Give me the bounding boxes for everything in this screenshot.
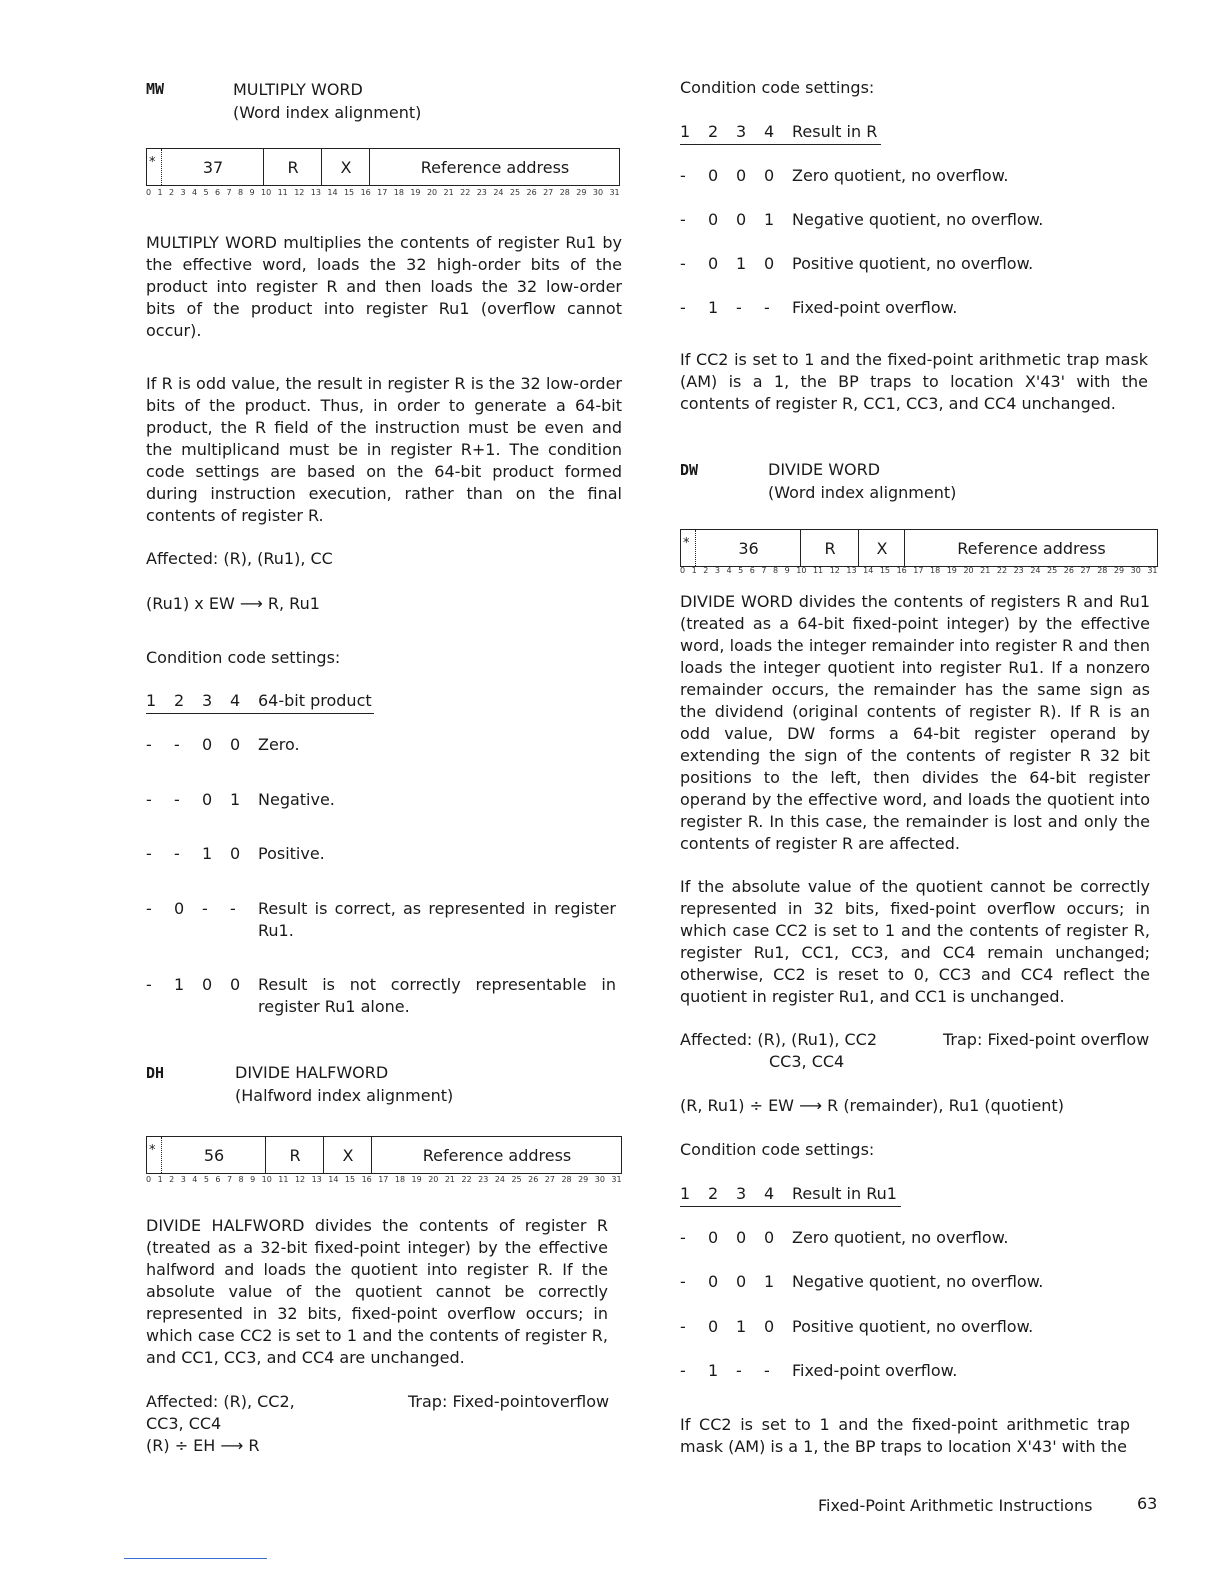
bit-number: 23 xyxy=(1013,566,1024,575)
bit-number: 0 xyxy=(146,1175,152,1184)
bit-number: 12 xyxy=(294,1175,306,1184)
bit-number: 16 xyxy=(896,566,907,575)
bit-number: 19 xyxy=(946,566,957,575)
dw-instruction-format: * 36 R X Reference address xyxy=(680,529,1158,567)
bit-number: 28 xyxy=(1097,566,1108,575)
bit-number: 21 xyxy=(444,1175,456,1184)
cc-row: - 0 - - Result is correct, as represented in register Ru1. xyxy=(146,899,616,940)
mw-title: MULTIPLY WORD xyxy=(233,80,363,99)
footer-title: Fixed-Point Arithmetic Instructions xyxy=(818,1496,1093,1515)
dh-description: DIVIDE HALFWORD divides the contents of register R (treated as a 32-bit fixed-point integer) by the effective halfword and loads the quotient into register R. If the absolute value of the quotient cannot be correctly represented in 32 bits, fixed-point overflow occurs; in which case CC2 is set to 1 and the contents of register R, and CC1, CC3, and CC4 are unchanged. xyxy=(146,1216,608,1367)
mw-trap-note: If CC2 is set to 1 and the fixed-point arithmetic trap mask (AM) is a 1, the BP traps to location X'43' with the contents of register R, CC1, CC3, and CC4 unchanged. xyxy=(680,350,1148,413)
bit-number: 1 xyxy=(157,1175,163,1184)
bit-number: 28 xyxy=(559,188,570,197)
bit-number: 29 xyxy=(1113,566,1125,575)
bit-number: 0 xyxy=(680,566,686,575)
bit-number: 2 xyxy=(169,188,175,197)
bit-number: 8 xyxy=(238,188,244,197)
mw-affected: Affected: (R), (Ru1), CC xyxy=(146,549,333,568)
reference-address-field: Reference address xyxy=(904,530,1158,566)
bit-number: 29 xyxy=(578,1175,589,1184)
bit-number: 22 xyxy=(461,1175,472,1184)
cc-row: - - 0 1 Negative. xyxy=(146,790,335,809)
bit-number: 15 xyxy=(879,566,891,575)
cc-row: - 0 0 1 Negative quotient, no overflow. xyxy=(680,210,1044,229)
bit-number: 17 xyxy=(913,566,924,575)
bit-number: 27 xyxy=(544,1175,555,1184)
dh-operation: (R) ÷ EH ⟶ R xyxy=(146,1436,260,1455)
bit-number: 30 xyxy=(592,188,604,197)
bit-number: 11 xyxy=(277,188,288,197)
bit-number: 24 xyxy=(493,188,504,197)
dw-cc-label: Condition code settings: xyxy=(680,1140,875,1159)
bit-number: 30 xyxy=(594,1175,605,1184)
bit-number: 6 xyxy=(215,1175,221,1184)
dw-affected: Affected: (R), (Ru1), CC2 xyxy=(680,1030,878,1049)
bit-number: 13 xyxy=(846,566,857,575)
bit-number: 14 xyxy=(863,566,874,575)
bit-number: 19 xyxy=(411,1175,422,1184)
dw-affected-2: CC3, CC4 xyxy=(769,1052,845,1071)
dw-description-2: If the absolute value of the quotient cannot be correctly represented in 32 bits, fixed-point overflow occurs; in which case CC2 is set to 1 and the contents of register R, register Ru1, CC1, CC3, and CC4 remain unchanged; otherwise, CC2 is reset to 0, CC3 and CC4 reflect the quotient in register Ru1, and CC1 is unchanged. xyxy=(680,877,1150,1006)
bit-number: 7 xyxy=(226,1175,233,1184)
cc-row: - - 1 0 Positive. xyxy=(146,844,325,863)
bit-number: 12 xyxy=(829,566,840,575)
mw-cc-label: Condition code settings: xyxy=(146,648,341,667)
bit-number: 26 xyxy=(526,188,537,197)
cc-row: - 0 1 0 Positive quotient, no overflow. xyxy=(680,1317,1034,1336)
bit-number: 5 xyxy=(203,1175,209,1184)
bit-number: 21 xyxy=(980,566,991,575)
bit-number: 15 xyxy=(343,188,355,197)
cc-row: - 1 - - Fixed-point overflow. xyxy=(680,298,958,317)
dw-subtitle: (Word index alignment) xyxy=(768,483,957,502)
opcode-field: 56 xyxy=(161,1137,266,1173)
bit-number: 14 xyxy=(327,188,338,197)
bit-number: 19 xyxy=(410,188,421,197)
bit-number: 30 xyxy=(1130,566,1141,575)
bit-number: 16 xyxy=(360,188,371,197)
bit-number: 11 xyxy=(812,566,824,575)
dw-title: DIVIDE WORD xyxy=(768,460,881,479)
bit-number: 13 xyxy=(311,1175,322,1184)
bit-number: 10 xyxy=(796,566,807,575)
dw-trap: Trap: Fixed-point overflow xyxy=(943,1030,1150,1049)
x-field: X xyxy=(323,1137,372,1173)
bit-number: 17 xyxy=(377,188,388,197)
x-field: X xyxy=(321,149,370,185)
bit-number: 4 xyxy=(192,1175,198,1184)
bit-number: 7 xyxy=(226,188,232,197)
bit-number: 15 xyxy=(344,1175,356,1184)
cc-row: - 1 - - Fixed-point overflow. xyxy=(680,1361,958,1380)
bit-number: 20 xyxy=(426,188,438,197)
dh-bit-numbers xyxy=(146,1175,622,1185)
mw-description-2: If R is odd value, the result in register R is the 32 low-order bits of the product. Thus, in order to generate a 64-bit product, the R field of the instruction must be even and the multiplicand must be in register R+1. The condition code settings are based on the 64-bit product formed during instruction execution, rather than on the final contents of register R. xyxy=(146,374,622,525)
bit-number: 20 xyxy=(963,566,974,575)
bit-number: 28 xyxy=(561,1175,572,1184)
bit-number: 5 xyxy=(738,566,744,575)
cc-header: 1 2 3 4 64-bit product xyxy=(146,690,374,714)
dw-description: DIVIDE WORD divides the contents of registers R and Ru1 (treated as a 64-bit fixed-point integer) by the effective word, loads the integer remainder into register R and then loads the integer quotient into register Ru1. If a nonzero remainder occurs, the remainder has the same sign as the dividend (original contents of register R). If R is an odd value, DW forms a 64-bit register operand by extending the sign of the contents of register R 32 bit positions to the left, then divides the 64-bit register operand by the effective word, and loads the quotient into register R. In this case, the remainder is lost and only the contents of register R are affected. xyxy=(680,592,1150,853)
dw-bit-numbers xyxy=(680,566,1158,576)
bit-number: 8 xyxy=(773,566,779,575)
bit-number: 12 xyxy=(294,188,305,197)
bit-number: 3 xyxy=(714,566,720,575)
opcode-field: 36 xyxy=(695,530,801,566)
bit-number: 3 xyxy=(180,1175,186,1184)
bit-number: 8 xyxy=(238,1175,244,1184)
bit-number: 9 xyxy=(784,566,790,575)
bit-number: 4 xyxy=(192,188,198,197)
bit-number: 24 xyxy=(1030,566,1041,575)
bit-number: 2 xyxy=(703,566,709,575)
dw-mnemonic: DW xyxy=(680,461,699,479)
mw-bit-numbers xyxy=(146,188,620,198)
mw-operation: (Ru1) x EW ⟶ R, Ru1 xyxy=(146,594,320,613)
bit-number: 22 xyxy=(996,566,1008,575)
bit-number: 11 xyxy=(278,1175,289,1184)
bit-number: 9 xyxy=(249,188,255,197)
bit-number: 10 xyxy=(261,188,272,197)
dh-trap: Trap: Fixed-pointoverflow xyxy=(408,1392,610,1411)
bit-number: 18 xyxy=(930,566,941,575)
bit-number: 25 xyxy=(1047,566,1058,575)
mw-subtitle: (Word index alignment) xyxy=(233,103,422,122)
bit-number: 29 xyxy=(576,188,587,197)
bit-number: 31 xyxy=(611,1175,622,1184)
bit-number: 17 xyxy=(378,1175,389,1184)
bit-number: 5 xyxy=(203,188,209,197)
bit-number: 25 xyxy=(511,1175,522,1184)
cc-row: - 0 0 1 Negative quotient, no overflow. xyxy=(680,1272,1044,1291)
reference-address-field: Reference address xyxy=(371,1137,622,1173)
bit-number: 21 xyxy=(443,188,454,197)
indirect-flag: * xyxy=(149,155,156,170)
x-field: X xyxy=(858,530,905,566)
mw-instruction-format xyxy=(146,148,620,186)
dh-subtitle: (Halfword index alignment) xyxy=(235,1086,454,1105)
dw-operation: (R, Ru1) ÷ EW ⟶ R (remainder), Ru1 (quotient) xyxy=(680,1096,1064,1115)
dh-affected: Affected: (R), CC2, CC3, CC4 xyxy=(146,1392,295,1433)
bit-number: 2 xyxy=(169,1175,175,1184)
r-field: R xyxy=(263,149,322,185)
dh-instruction-format: * 56 R X Reference address xyxy=(146,1136,622,1174)
bit-number: 27 xyxy=(1080,566,1091,575)
cc-row: - 0 0 0 Zero quotient, no overflow. xyxy=(680,1228,1009,1247)
bit-number: 23 xyxy=(478,1175,489,1184)
cc-row: - 0 1 0 Positive quotient, no overflow. xyxy=(680,254,1034,273)
mw-mnemonic: MW xyxy=(146,80,165,98)
dh-mnemonic: DH xyxy=(146,1064,165,1082)
link-underline xyxy=(124,1558,267,1559)
mw-description: MULTIPLY WORD multiplies the contents of register Ru1 by the effective word, loads the 32 high-order bits of the product into register R and then loads the 32 low-order bits of the product into register Ru1 (overflow cannot occur). xyxy=(146,233,622,340)
cc-row: - - 0 0 Zero. xyxy=(146,735,300,754)
bit-number: 1 xyxy=(157,188,163,197)
page-number: 63 xyxy=(1137,1494,1158,1513)
dh-title: DIVIDE HALFWORD xyxy=(235,1063,389,1082)
bit-number: 7 xyxy=(761,566,767,575)
bit-number: 25 xyxy=(509,188,521,197)
opcode-field: 37 xyxy=(161,149,264,185)
bit-number: 10 xyxy=(261,1175,272,1184)
bit-number: 4 xyxy=(726,566,732,575)
bit-number: 31 xyxy=(609,188,620,197)
r-field: R xyxy=(265,1137,324,1173)
bit-number: 1 xyxy=(691,566,697,575)
bit-number: 20 xyxy=(428,1175,439,1184)
bit-number: 6 xyxy=(215,188,221,197)
bit-number: 16 xyxy=(361,1175,372,1184)
bit-number: 24 xyxy=(494,1175,505,1184)
bit-number: 13 xyxy=(310,188,321,197)
bit-number: 14 xyxy=(328,1175,339,1184)
bit-number: 9 xyxy=(250,1175,256,1184)
bit-number: 3 xyxy=(180,188,186,197)
cc-row: - 0 0 0 Zero quotient, no overflow. xyxy=(680,166,1009,185)
bit-number: 26 xyxy=(528,1175,539,1184)
bit-number: 0 xyxy=(146,188,152,197)
r-field: R xyxy=(800,530,859,566)
bit-number: 26 xyxy=(1063,566,1074,575)
bit-number: 27 xyxy=(543,188,554,197)
bit-number: 22 xyxy=(460,188,471,197)
cc-row: - 1 0 0 Result is not correctly representable in register Ru1 alone. xyxy=(146,975,616,1016)
bit-number: 31 xyxy=(1147,566,1158,575)
reference-address-field: Reference address xyxy=(369,149,620,185)
mw-cc-label-right: Condition code settings: xyxy=(680,78,875,97)
bit-number: 23 xyxy=(476,188,487,197)
bit-number: 6 xyxy=(749,566,755,575)
bit-number: 18 xyxy=(393,188,404,197)
bit-number: 18 xyxy=(394,1175,406,1184)
dw-trap-note: If CC2 is set to 1 and the fixed-point arithmetic trap mask (AM) is a 1, the BP traps to location X'43' with the xyxy=(680,1415,1130,1456)
